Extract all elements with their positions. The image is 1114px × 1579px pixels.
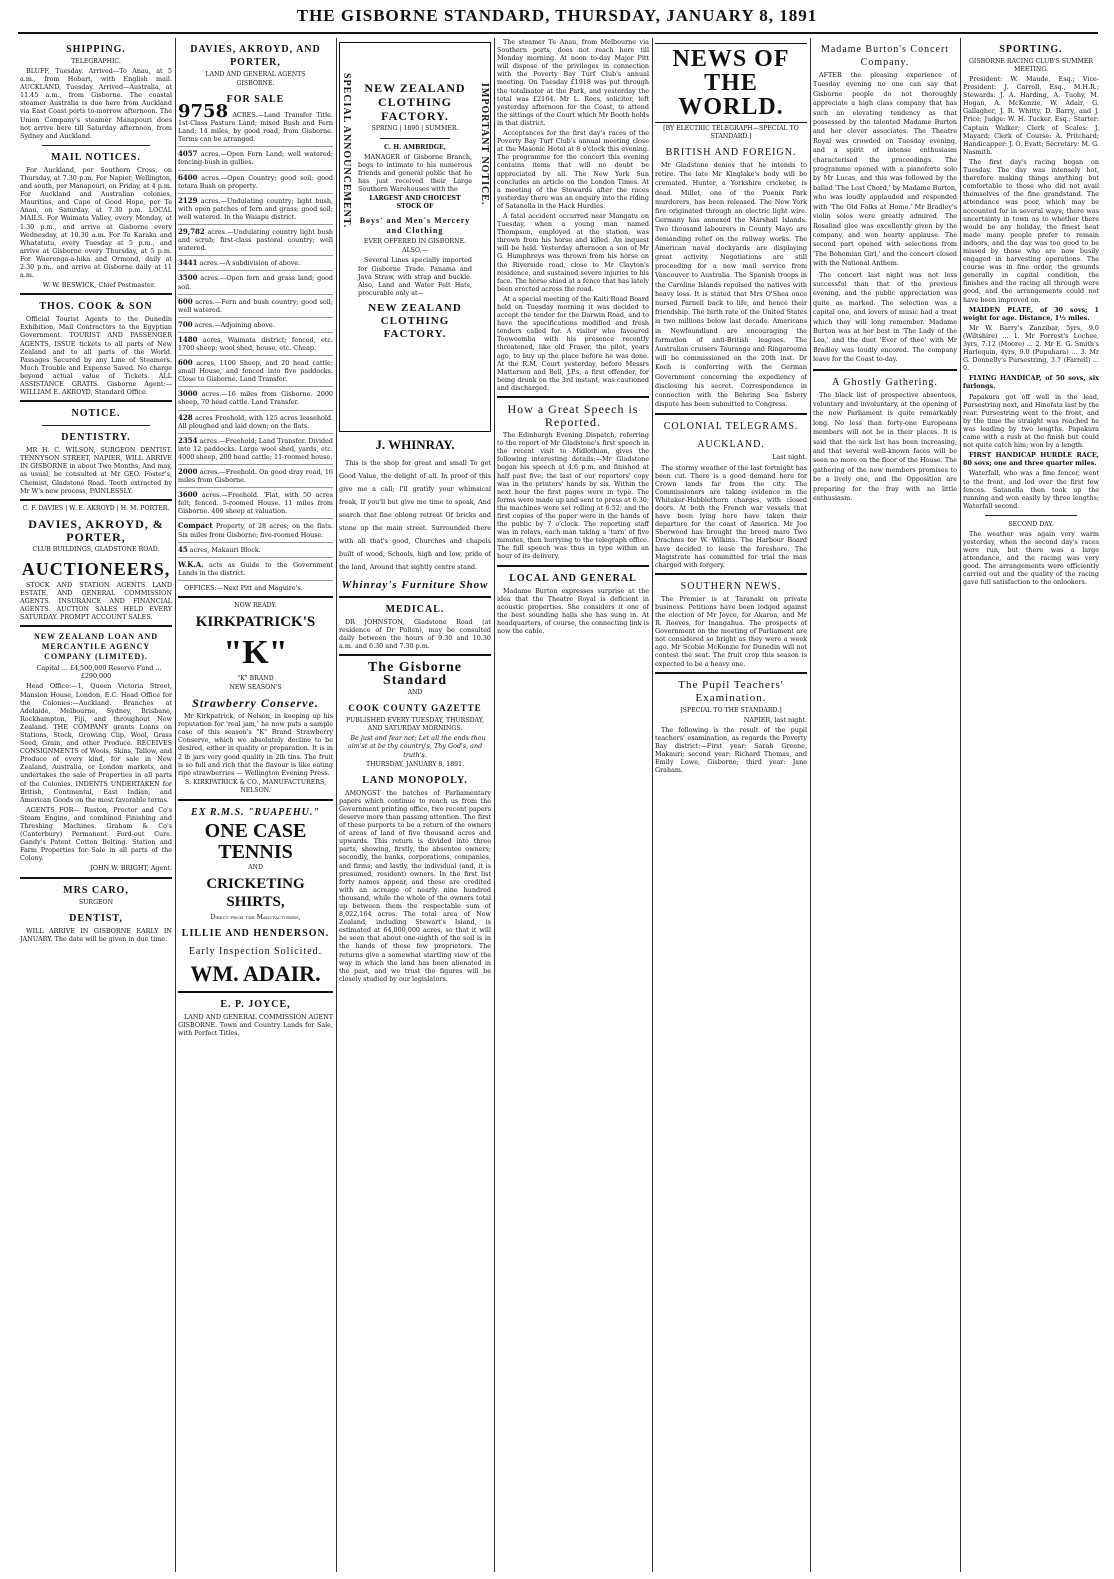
- cook-text: Official Tourist Agents to the Dunedin Exhibition, Mail Contractors to the Egyptian Government. TOURIST AND PASSENGER AGENTS, ISSUE tickets to all parts of New Zealand and to all parts of the World. Passages Secured by any Line of Steamers. Much Trouble and Expense Saved. No charge beyond actual value of Tickets. ALL ASSISTANCE GRATIS. Gisborne Agent:—WILLIAM E. AKROYD, Standard Office.: [20, 315, 172, 397]
- land-lot: [178, 321, 333, 333]
- land-lot-acres: 428: [178, 412, 193, 422]
- land-lot-text: acres.—Adjoining above.: [194, 320, 275, 329]
- dentist-text: MR H. C. WILSON, SURGEON DENTIST. TENNYSON STREET, NAPIER, WILL ARRIVE IN GISBORNE in about Two Months, And may, as usual, be consulted at Mr GEO. Foster's, Chemist, Gladstone Road. Teeth extracted by Mr W's new process, PAINLESSLY.: [20, 446, 172, 495]
- largest-stock: LARGEST AND CHOICEST STOCK OF: [369, 195, 461, 211]
- davies-land-heading: DAVIES, AKROYD, AND PORTER,: [190, 44, 321, 68]
- dateline: THURSDAY, JANUARY 8, 1891.: [366, 760, 464, 768]
- now-ready: NOW READY.: [234, 602, 277, 610]
- kirkpatrick-text: Mr Kirkpatrick, of Nelson, in keeping up his reputation for 'real jam,' he now puts a sample case of this season's "K" Brand Strawberry Conserve, which we absolutely decline to be desired, either in quality or preparation. It is in 2 lb jars very good quality in 2lb tins. The fruit is so full and rich that the flavour is like eating ripe strawberries — Wellington Evening Press.: [178, 712, 333, 777]
- racing-club-heading: GISBORNE RACING CLUB'S SUMMER MEETING.: [968, 58, 1094, 73]
- divider: [339, 654, 491, 656]
- news-of-world-heading: NEWS OF THE WORLD.: [655, 43, 807, 123]
- standard-title: The Gisborne Standard: [367, 660, 463, 689]
- land-lot: [178, 390, 333, 410]
- news-subheading: [BY ELECTRIC TELEGRAPH—SPECIAL TO STANDARD.]: [663, 125, 799, 140]
- colonial-telegrams-heading: COLONIAL TELEGRAMS.: [663, 421, 799, 433]
- land-lot: [178, 437, 333, 465]
- maiden-plate: MAIDEN PLATE, of 30 sovs; 1 weight for age. Distance, 1½ miles.: [963, 305, 1099, 322]
- kirkpatrick-season: NEW SEASON'S: [229, 684, 282, 692]
- tennis: TENNIS: [218, 840, 293, 863]
- land-lot-acres: 2000: [178, 467, 198, 476]
- kirkpatrick-brand: "K" BRAND: [237, 675, 274, 683]
- second-day-heading: SECOND DAY.: [1008, 520, 1054, 528]
- divider: [497, 396, 649, 398]
- medical-text: DR JOHNSTON, Gladstone Road (at residence of Dr Pollen), may be consulted daily between the hours of 9.30 and 10.30 a.m. and 6.30 and 7.30 p.m.: [339, 618, 491, 651]
- land-lot-acres: 2129: [178, 195, 198, 205]
- land-lot: [178, 174, 333, 194]
- hurdle-text: Waterfall, who was a fine fencer, went to the front, and led over the first few fences. Satanella then took up the running and won easily by three lengths; Waterfall second.: [963, 469, 1099, 510]
- land-lot: [178, 359, 333, 387]
- land-lot: [178, 522, 333, 542]
- standard-motto: Be just and fear not; Let all the ends thou aim'st at be thy country's, Thy God's, and truth's.: [347, 734, 486, 759]
- cricketing-shirts: CRICKETING SHIRTS,: [206, 875, 305, 910]
- direct-text: Direct from the Manufacturers,: [210, 913, 301, 921]
- land-lot-acres: 4057: [178, 149, 198, 159]
- divider: [178, 799, 333, 801]
- important-notice: IMPORTANT NOTICE.: [479, 83, 490, 206]
- strawberry-conserve: Strawberry Conserve.: [192, 696, 319, 711]
- and-word: AND: [248, 863, 263, 871]
- kirkpatrick-maker: S. KIRKPATRICK & CO., MANUFACTURERS, NELSON.: [185, 778, 326, 794]
- shipping-heading: SHIPPING.: [66, 44, 126, 55]
- local-intro-3: A fatal accident occurred near Mangatu on Tuesday, when a young man named Thompson, employed at the station, was thrown from his horse and killed. An inquest will be held. Yesterday afternoon a son of Mr G. Humphreys was thrown from his horse on the Riverside road, close to Mr Clayton's residence, and sustained severe injuries to his face. The horse shied at a fence that has lately been erected across the road.: [497, 211, 649, 293]
- clothing-factory-ad: [339, 42, 491, 432]
- nzloan-agents: AGENTS FOR— Ruston, Proctor and Co's Steam Engine, and combined Finishing and Threshing Machines. Graham & Co's (Canterbury) Permanent Ford-out Cure. Gandy's Patent Cotton Belting. Station and Farm Properties for Sale in all parts of the Colony.: [20, 805, 172, 863]
- nzloan-heading: NEW ZEALAND LOAN AND MERCANTILE AGENCY COMPANY (LIMITED).: [33, 632, 159, 662]
- standard-and: AND: [407, 689, 423, 697]
- standard-gazette: COOK COUNTY GAZETTE: [348, 703, 482, 714]
- ambridge-name: C. H. AMBRIDGE,: [384, 144, 446, 151]
- land-lot-acres: 1480: [178, 334, 198, 344]
- wm-adair: WM. ADAIR.: [190, 960, 321, 986]
- last-night: Last night.: [772, 453, 807, 462]
- davies-land-sub: LAND AND GENERAL AGENTS: [205, 71, 306, 78]
- shipping-text: BLUFF, Tuesday. Arrived—To Anau, at 5 a.m., from Hobart, with English mail. AUCKLAND, Tuesday. Arrived—Australia, at 11.45 a.m., from Gisborne. The coastal steamer Australia is due here from Auckland via East Coast ports to-morrow afternoon. The Union Company's steamer Manapouri does not arrive here till Saturday afternoon, from Sydney and Auckland.: [20, 67, 172, 140]
- pupil-teachers-heading: The Pupil Teachers' Examination.: [678, 678, 784, 704]
- column-rule: [336, 38, 337, 1572]
- land-lot-text: acres.—Undulating country light bush and scrub; first-class pastoral country; well watered.: [178, 228, 333, 253]
- land-lot: [178, 336, 333, 356]
- column-rule: [960, 38, 961, 1572]
- great-speech-text: The Edinburgh Evening Dispatch, referring to the report of Mr Gladstone's first speech in the recent visit to Midlothian, gives the following interesting details:—Mr Gladstone began his speech at 4.6 p.m. and finished at half past five; the last of our reporters' copy was in the printers' hands by six. Within the next hour the first pages were in type. The forms were made up and sent to press at 6.30; the machines were set rolling at 6.52; and the first copies of the paper were in the hands of the public by 7 o'clock. The reporting staff was in relays, each man taking a 'turn' of five minutes, then hurrying to the telegraph office. The full speech was thus in type within an hour of its delivery.: [497, 431, 649, 561]
- burton-concert-heading: Madame Burton's Concert Company.: [820, 44, 950, 68]
- british-foreign-heading: BRITISH AND FOREIGN.: [665, 147, 797, 158]
- local-intro-4: At a special meeting of the Kaiti Road Board held on Tuesday morning it was decided to accept the tender for the Darwin Road, and to have the specifications modified and fresh tenders called for. A visitor who favoured Toowoomba with his presence recently threatened, like old Fraser, the pilot, years ago, to buy up the place before he was done. At the R.M. Court yesterday, before Messrs Matterson and Bell, J.P.s, a first offender, for being drunk on the 3rd instant, was cautioned and discharged.: [497, 294, 649, 392]
- divider: [20, 625, 172, 627]
- telegraphic-subheading: TELEGRAPHIC.: [71, 58, 121, 65]
- southern-news-heading: SOUTHERN NEWS.: [680, 580, 782, 592]
- land-lot-text: acres.—Freehold; Land Transfer. Divided into 12 paddocks. Large wool shed, yards, etc. 4000 sheep, 200 head cattle; 11-roomed house.: [178, 436, 333, 461]
- first-day-text: The first day's racing began on Tuesday. The day was intensely hot, therefore making things anything but comfortable to those who did not avail themselves of the fine grandstand. The attendance was poor, which may be accounted for in several ways; there was uncertainty in town as to whether there would be any holiday, the finest heat made many people prefer to remain indoors, and the day was too good to be missed by those who are now busily engaged in harvesting operations. The course was in fine order, the grounds generally in capital condition, the finishes and the racing all through were good, and the arrangements could not have been improved on.: [963, 157, 1099, 304]
- column-rule: [494, 38, 495, 1572]
- kirkpatrick-heading: KIRKPATRICK'S: [195, 614, 316, 631]
- mail-text: For Auckland, per Southern Cross, on Thursday, at 7.30 p.m. For Napier, Wellington, and south, per Manapouri, on Friday, at 4 p.m. For Auckland and Australian colonies, Mauritius, and Cape of Good Hope, per Te Anau, on Saturday, at 7.30 p.m. LOCAL MAILS. For Waimata Valley, every Monday, at 1.30 p.m., and arrive at Gisborne every Wednesday, at 10.30 a.m. For Te Karaka and Whatatutu, every Tuesday at 5 p.m., and arrive at Gisborne every Thursday, at 5 p.m. For Waerenga-a-hika and Ormond, daily at 2.30 p.m., and arrive at Gisborne daily at 11 a.m.: [20, 165, 172, 280]
- land-lot-text: acres, Waimata district; fenced, etc. 1700 sheep; wool shed, house, etc. Cheap.: [178, 335, 333, 352]
- caro-heading: MRS CARO,: [63, 884, 129, 896]
- land-lot-acres: W.K.A.: [178, 559, 204, 569]
- divider: [178, 596, 333, 598]
- nzloan-signature: JOHN W. BRIGHT, Agent.: [90, 864, 172, 873]
- land-lot-text: acres.—Open Country; good soil; good totara Bush on property.: [178, 173, 333, 190]
- land-lot-text: acres.—16 miles from Gisborne. 2000 sheep, 70 head cattle. Land Transfer.: [178, 390, 333, 407]
- kirkpatrick-k: "K": [223, 634, 288, 672]
- nzloan-text: Head Office:—1, Queen Victoria Street, Mansion House, London, E.C. Head Office for the Colonies:—Auckland. Branches at Adelaide, Melbourne, Sydney, Brisbane, Rockhampton, Fiji, and throughout New Zealand. THE COMPANY grants Loans on Stations, Stock, Growing Clip, Wool, Grass Seed, Grain, and other Produce. RECEIVES CONSIGNMENTS of Wools, Skins, Tallow, and Produce of every kind, for sale in New Zealand, Australia, or London markets, and undertakes the sale of Properties in all parts of the Colonies. INDENTS UNDERTAKEN for British, Continental, East Indian, and American Goods on the most favorable terms.: [20, 682, 172, 804]
- divider: [42, 145, 150, 146]
- whinray-poem: This is the shop for great and small To get Good Value, the delight of all. In proof of this give me a call; I'll gratify your whimsical freak, If you'll but give me time to speak, And search that fine oblong retreat Of bricks and stone up the main street. Surrounded there with all that's good, Churches and chapels built of wood, Schools, high and low, pride of the land, Around that sightly centre stand.: [339, 459, 491, 571]
- early-inspection: Early Inspection Solicited.: [188, 945, 323, 957]
- land-lot-text: acres Freehold, with 125 acres leasehold. All ploughed and laid down; on the flats.: [178, 413, 333, 430]
- land-lot-text: Property, of 28 acres; on the flats. Six miles from Gisborne; five-roomed House.: [178, 522, 333, 539]
- southern-news-text: The Premier is at Taranaki on private business. Petitions have been lodged against the election of Mr Joyce, for Akaroa, and Mr R. Reeves, for Inangahua. The prospects of Government on the meeting of Parliament are not considered so bright as they were a week ago. Mr Scobie McKenzie for Dunedin will not contest the seat. The fruit crop this season is expected to be a heavy one.: [655, 594, 807, 668]
- racing-officials: President: W. Maude, Esq.; Vice-President: J. Carroll, Esq., M.H.R.; Stewards: J. A. Harding, A. Tuohy, M. Hogan, A. McKenzie, W. Adair, G. Gallagher, J. R. Whitty, D. Barry, and J. Price; Judge: W. H. Tucker, Esq.; Starter: Captain Walker; Clerk of Scales: J. Mayard; Clerk of Course: A. Pritchard; Handicapper: J. O. Evatt; Secretary: M. G. Nasmith.: [963, 75, 1099, 156]
- divider: [339, 596, 491, 598]
- column-4: [497, 38, 649, 1572]
- land-monopoly-text: AMONGST the batches of Parliamentary papers which continue to reach us from the Government printing office, two recent papers deserve more than passing attention. The first of these purports to be a return of the owners of areas of land of five thousand acres and upwards. This return is divided into three parts, showing, firstly, the absentee owners; secondly, the banks, corporations, companies, and firms; and lastly, the individual (and, it is presumed, resident) owners. In the first list forty names appear, and these are credited with an acreage of nearly nine hundred thousand, while the whole of the owners total up between them the respectable sum of 8,022,164 acres. The total area of New Zealand, including Stewart's Island, is estimated at 64,000,000 acres, so that it will be seen that about one-eighth of the soil is in the hands of these few proprietors. The returns give a somewhat startling view of the way in which the land has been alienated in the past, and we trust the figures will be closely studied by our legislators.: [339, 788, 491, 983]
- special-announcement: SPECIAL ANNOUNCEMENT.: [341, 73, 353, 229]
- land-lot-acres: 3500: [178, 273, 198, 283]
- offices-text: OFFICES:—Next Pitt and Maguire's.: [184, 583, 303, 592]
- land-lot: [178, 197, 333, 225]
- nzloan-capital: Capital ... £4,500,000 Reserve Fund ... £290,000: [36, 664, 162, 681]
- divider: [20, 293, 172, 295]
- land-lot: [178, 150, 333, 170]
- caro-subheading: SURGEON: [78, 898, 114, 906]
- also-text: Several Lines specially imported for Gisborne Trade. Panama and Java Straw, with strap and buckle. Also, Land and Water Felt Hats, procurable only at—: [358, 256, 472, 297]
- also-label: ALSO,—: [402, 247, 428, 255]
- second-day-text: The weather was again very warm yesterday, when the second day's races were run, but there was a large attendance, and the racing was very good. The arrangements were efficiently carried out and the quality of the racing gave full satisfaction to the onlookers.: [963, 529, 1099, 587]
- land-lot-text: acres.—Freehold. 'Flat, with 50 acres felt; fenced. 5-roomed House. 11 miles from Gisborne. 400 sheep at valuation.: [178, 491, 333, 516]
- auction-text: STOCK AND STATION AGENTS LAND ESTATE, AND GENERAL COMMISSION AGENTS. INSURANCE AND FINANCIAL AGENTS. AUCTION SALES HELD EVERY SATURDAY. PROMPT ACCOUNT SALES.: [20, 580, 172, 622]
- land-lot: [178, 546, 333, 558]
- land-lot: [178, 491, 333, 519]
- land-lot-acres: 3600: [178, 490, 198, 500]
- local-general-text: Madame Burton expresses surprise at the idea that the Theatre Royal is deficient in acoustic properties. She considers it one of the best sounding halls she has sung in. At headquarters, of course, the connecting link is now the cable.: [497, 586, 649, 635]
- land-lot-acres: 3000: [178, 389, 198, 399]
- column-rule: [652, 38, 653, 1572]
- lillie-henderson: LILLIE AND HENDERSON.: [181, 927, 330, 939]
- ghostly-text: The black list of prospective absentees, voluntary and involuntary, at the opening of the new Parliament is quite remarkably long. No less than forty-one Europeans members will not be in their places. It is said that the sick list has been increasing, and that several well-known faces will be seen no more on the floor of the House. The gathering of the new members promises to be a lively one, and the Opposition are preparing for the fray with no little enthusiasm.: [813, 390, 957, 503]
- local-general-heading: LOCAL AND GENERAL: [509, 572, 637, 584]
- joyce-text: LAND AND GENERAL COMMISSION AGENT GISBORNE. Town and Country Lands for Sale, with Perfect Titles.: [178, 1012, 333, 1037]
- caro-text: WILL ARRIVE IN GISBORNE EARLY IN JANUARY. The date will be given in due time.: [20, 926, 172, 943]
- land-lot-acres: 29,782: [178, 227, 205, 237]
- flying-handicap: FLYING HANDICAP, of 50 sovs, six furlongs.: [963, 374, 1099, 391]
- mail-notices-heading: MAIL NOTICES.: [51, 151, 141, 163]
- divider: [655, 573, 807, 575]
- joyce-heading: E. P. JOYCE,: [220, 998, 291, 1010]
- column-3: [339, 38, 491, 1572]
- clothing-factory-heading: NEW ZEALAND CLOTHING FACTORY.: [364, 81, 466, 123]
- dentistry-heading: DENTISTRY.: [61, 432, 131, 444]
- column-rule: [175, 38, 176, 1572]
- land-lot-acres: 600: [178, 358, 193, 368]
- land-lot-acres: 9758: [178, 101, 229, 122]
- mail-signature: W. W. BESWICK, Chief Postmaster.: [42, 281, 156, 290]
- land-monopoly-heading: LAND MONOPOLY.: [362, 774, 468, 786]
- pupil-napier: NAPIER, last night.: [743, 715, 807, 724]
- land-lot-text: ACRES.—Land Transfer Title. 1st-Class Pasture Land; mixed Bush and Fern Land; 14 miles, by good road, from Gisborne. Terms can be arranged.: [178, 111, 333, 144]
- for-sale-heading: FOR SALE: [226, 94, 285, 105]
- land-lot-text: acres.—Open fern and grass land; good soil.: [178, 274, 333, 291]
- flying-text: Papakura got off well in the lead, Pursestring next, and Hinefata last by the rear. Pursestring went to the front, and by the time the straight was reached he was leading by two lengths. Papakura came with a rush at the finish but could not quite catch him; won by a length.: [963, 392, 1099, 450]
- clothing-text: MANAGER of Gisborne Branch, begs to intimate to his numerous friends and general public that he has just received their Large Southern Warehouses with the: [358, 153, 472, 194]
- masthead-rule: [18, 32, 1098, 34]
- divider: [20, 877, 172, 879]
- auckland-heading: AUCKLAND.: [697, 439, 765, 451]
- land-lot-text: acres.—Freehold. On good dray road, 16 miles from Gisborne.: [178, 468, 333, 485]
- land-lot-text: acres, Makauri Block.: [189, 545, 261, 554]
- hurdle-race: FIRST HANDICAP HURDLE RACE, 80 sovs; one and three quarter miles.: [963, 451, 1099, 468]
- caro-dentist: DENTIST,: [69, 912, 123, 924]
- whinray-heading: J. WHINRAY.: [375, 437, 455, 452]
- divider: [985, 515, 1077, 516]
- pupil-text: The following is the result of the pupil teachers' examination, as regards the Poverty Bay district:—First year: Sarah Greene, Makauri; second year: Richard Thomas, and Emily Lowe, Gisborne; third year: Jane Graham.: [655, 725, 807, 775]
- land-lot-acres: 6400: [178, 172, 198, 182]
- masthead: THE GISBORNE STANDARD, THURSDAY, JANUARY 8, 1891: [296, 6, 818, 25]
- auctioneers-heading: AUCTIONEERS,: [21, 558, 171, 579]
- column-1: [20, 38, 172, 1572]
- land-lot-text: acres.—Undulating country; light bush, with open patches of fern and grass; good soil; well watered. In the Waiapu district.: [178, 196, 333, 221]
- auckland-text: The stormy weather of the last fortnight has been cut. There is a good demand here for Crown lands far from the city. The Commissioners are taking evidence in the Whitaker-Hubblethorn charges, with closed doors. At both the French war vessels that have been lying here have taken their departure for the coast of America. Mr Joe Sherwood has brought the breed mare Two Drachms for W. Wilkins. The Harbour Board have decided to lease the foreshore. The Magistrate has committed for trial the man charged with forgery.: [655, 463, 807, 569]
- pupil-sub: [SPECIAL TO THE STANDARD.]: [680, 706, 782, 714]
- divider: [813, 369, 957, 371]
- land-lot-text: acres.—A subdivision of above.: [199, 259, 301, 268]
- column-rule: [810, 38, 811, 1572]
- divider: [20, 499, 172, 501]
- land-lot: [178, 259, 333, 271]
- standard-published: PUBLISHED EVERY TUESDAY, THURSDAY, AND SATURDAY MORNINGS.: [345, 717, 485, 733]
- column-7: [963, 38, 1099, 1572]
- land-lot-acres: 45: [178, 544, 188, 554]
- burton-text-1: AFTER the pleasing experience of Tuesday evening no one can say that Gisborne people do not thoroughly appreciate a high class company that has such an elevating tendency as that possessed by the talented Madame Burton and her clever associates. The Theatre Royal was crowded on Tuesday evening, and a spirit of intense enthusiasm characterised the proceedings. The programme opened with a pianoforte solo by Mr Lucas, and this was followed by the ballad 'The Lost Chord,' by Madame Burton, who was loudly applauded and responded with 'The Old Folks at Home.' Mr Bradley's violin solos were greatly admired. The Rosalind glee was excellently given by the company, and won hearty applause. The second part opened with selections from 'The Bohemian Girl,' and the concert closed with the National Anthem.: [813, 71, 957, 268]
- boys-mercery: Boys' and Men's Mercery and Clothing: [359, 216, 471, 236]
- medical-heading: MEDICAL.: [385, 604, 445, 615]
- clothing-factory-footer: NEW ZEALAND CLOTHING FACTORY.: [368, 301, 462, 340]
- land-lot: [178, 274, 333, 294]
- land-lot-acres: 3441: [178, 258, 198, 268]
- divider: [655, 413, 807, 415]
- divider: [655, 672, 807, 674]
- land-lot-text: acres.—Fern and bush country; good soil; well watered.: [178, 297, 333, 314]
- one-case: ONE CASE: [204, 819, 307, 842]
- maiden-results: Mr W. Barry's Zanzibar, 5yrs, 9.0 (Wiltshire) ... 1. Mr Forrest's Lochee, 3yrs, 7.12 (Moore) ... 2. Mr E. G. Smith's Harlequin, 4yrs, 9.0 (Pupuhara) ... 3. Mr G. Donnelly's Pursestring, 3.7 (Farrell) ... 0.: [963, 323, 1099, 373]
- ex-rms: EX R.M.S. "RUAPEHU.": [191, 806, 320, 818]
- land-lot-acres: 600: [178, 296, 193, 306]
- divider: [380, 138, 450, 139]
- land-lot-acres: 700: [178, 319, 193, 329]
- ghostly-heading: A Ghostly Gathering.: [832, 376, 938, 388]
- land-lot: [178, 468, 333, 488]
- notice-heading: NOTICE.: [71, 408, 121, 420]
- davies-town: GISBORNE.: [236, 80, 275, 87]
- land-lot: [178, 298, 333, 318]
- divider: [42, 425, 150, 426]
- divider: [20, 400, 172, 402]
- land-lot: [178, 228, 333, 256]
- land-lot-text: acres, 1100 Sheep, and 20 head cattle; small House, and fenced into five paddocks. Close to Gisborne. Land Transfer.: [178, 359, 333, 384]
- land-lot-text: acres.—Open Fern Land; well watered; fencing-bush in gullies.: [178, 150, 333, 167]
- sporting-heading: SPORTING.: [999, 44, 1063, 55]
- divider: [497, 565, 649, 567]
- land-lot-acres: 2354: [178, 435, 198, 445]
- spring-summer: SPRING | 1890 | SUMMER.: [371, 125, 459, 132]
- british-foreign-text: Mr Gladstone denies that he intends to retire. The late Mr Kinglake's body will be cremated. Hunter, a Yorkshire cricketer, is dead. Millet, one of the Poenix Park murderers, has been released. The New York fire originated through an electric light wire. Germany has annexed the Marshall Islands. Two thousand labourers in County Mayo are demanding relief on the railway works. The American naval dockyards are displaying great activity. Negotiations are still proceeding for a new mail service from Vancouver to Australia. The Spanish troops in the Caroline Islands repulsed the natives with heavy loss. It is stated that Mrs O'Shea once nursed Parnell back to life, and hence their friendship. The birth rate of the United States is two millions below last decade. Americans in Newfoundland are encouraging the formation of anti-British leagues. The Australian cruisers Tauranga and Ringarooma will be commissioned on the 20th inst. Dr Koch is conferring with the German Government concerning the expediency of disclosing his secret. Correspondence in connection with the Behring Sea fishery dispute has been submitted to Congress.: [655, 161, 807, 409]
- land-lot: [178, 561, 333, 581]
- land-lot-acres: Compact: [178, 521, 213, 531]
- cook-heading: THOS. COOK & SON: [39, 301, 153, 313]
- land-lots-list: [178, 101, 333, 581]
- whinray-furniture: Whinray's Furniture Show: [341, 579, 489, 591]
- davies-heading: DAVIES, AKROYD, & PORTER,: [28, 516, 164, 544]
- davies-address: CLUB BUILDINGS, GLADSTONE ROAD.: [32, 545, 160, 553]
- burton-text-2: The concert last night was not less successful than that of the previous evening, and the public appreciation was quite as marked. The selection was a capital one, and lovers of music had a treat which they will long remember. Madame Burton was at her best in 'The Lady of the Lea,' and the duet 'Ever of thee' with Mr Bradley was loudly encored. The company leave for the Coast to-day.: [813, 270, 957, 364]
- column-6: [813, 38, 957, 1572]
- great-speech-heading: How a Great Speech is Reported.: [507, 402, 639, 430]
- local-intro-1: The steamer Te Anau, from Melbourne via Southern ports, does not reach here till Monday morning. At noon to-day Major Pitt will dispose of the privileges in connection with the Poverty Bay Turf Club's annual meeting. On Tuesday £1918 was put through the totalisator at the Park, and yesterday the total was £2164. Mr L. Rees, solicitor, left yesterday afternoon for the Coast, to attend the sittings of the Court which Mr Booth holds in that district.: [497, 38, 649, 127]
- column-5: [655, 38, 807, 1572]
- column-2: [178, 38, 333, 1572]
- local-intro-2: Acceptances for the first day's races of the Poverty Bay Turf Club's annual meeting close at the Masonic Hotel at 8 o'clock this evening. The programme for the concert this evening contains items that will no doubt be appreciated by all. The New York Sun concludes an article on the London Times. At a meeting of the Stewards after the races yesterday there was an enquiry into the riding of Satanella in the Hack Hurdles.: [497, 129, 649, 210]
- land-lot-text: acts as Guide to the Government Lands in the district.: [178, 560, 333, 577]
- ever-offered: EVER OFFERED IN GISBORNE.: [363, 238, 467, 246]
- divider: [178, 991, 333, 993]
- land-lot: [178, 101, 333, 147]
- davies-partners: C. F. DAVIES | W. E. AKROYD | H. M. PORTER.: [22, 504, 170, 512]
- land-lot: [178, 414, 333, 434]
